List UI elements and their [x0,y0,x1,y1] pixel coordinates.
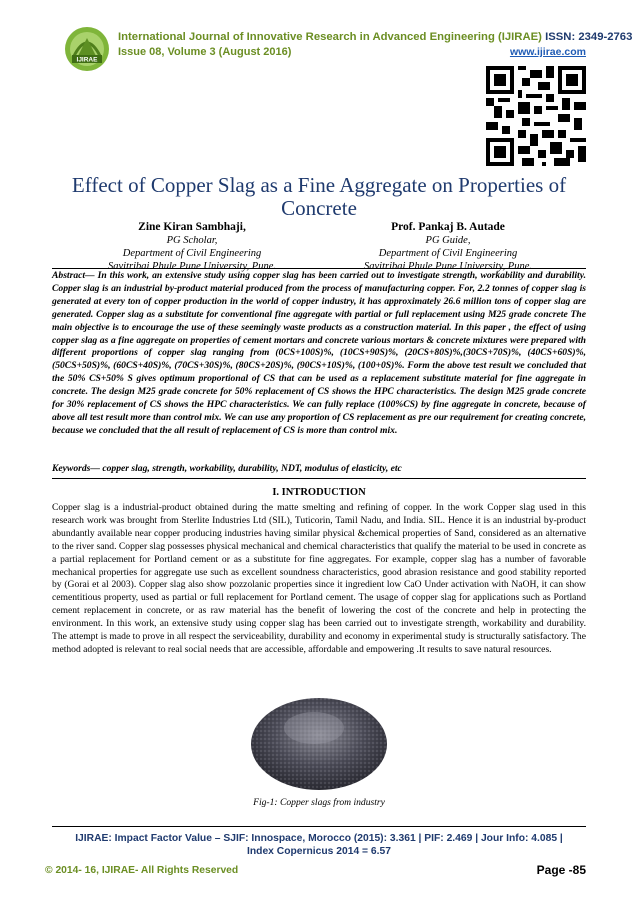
paper-title: Effect of Copper Slag as a Fine Aggregate on Properties of Concrete [71,173,567,220]
author-name: Zine Kiran Sambhaji, [138,221,246,233]
section-heading: I. INTRODUCTION [272,487,366,498]
author-department: Department of Civil Engineering [122,248,262,259]
divider [52,826,586,827]
author-university: Savitribai Phule Pune University, Pune. [108,261,276,272]
author-department: Department of Civil Engineering [378,248,518,259]
page-number: Page -85 [536,863,586,877]
logo-text: IJIRAE [76,56,98,64]
footer-metrics [52,832,586,858]
journal-title: International Journal of Innovative Research in Advanced Engineering (IJIRAE) [118,31,542,43]
journal-name [118,31,633,43]
author-university: Savitribai Phule Pune University, Pune. [364,261,532,272]
footer-copyright: © 2014- 16, IJIRAE- All Rights Reserved [45,865,239,876]
journal-logo [64,26,110,72]
figure-caption: Fig-1: Copper slags from industry [253,797,385,808]
author-block-1 [62,221,322,273]
author-block-2 [318,221,578,273]
divider [52,268,586,269]
copper-slag-photo [248,686,390,796]
keywords: Keywords— copper slag, strength, workability, durability, NDT, modulus of elasticity, etc [52,463,402,474]
divider [52,478,586,479]
author-name: Prof. Pankaj B. Autade [391,221,505,233]
author-role: PG Guide, [425,235,471,246]
qr-code [486,66,586,166]
abstract: Abstract— In this work, an extensive study using copper slag has been carried out to investigate strength, workability and durability. Copper slag is an industrial by-product material produced from the process of manufacturing copper. For, 2.2 tonnes of copper slag is generated at every ton of copper production in the world of copper industry, it has approximately 26.6 million tons of copper slag are generated. Copper slag as a substitute for conventional fine aggregate with partial or full replacement using M25 grade concrete The main objective is to encourage the use of these seemingly waste products as a construction material. In this paper , the effect of using copper slag as a fine aggregate on properties of cement mortars and concrete various mortars & concrete mixtures were prepared with different proportions of copper slag ranging from (0CS+100S)%, (10CS+90S)%, (20CS+80S)%,(30CS+70S)%, (40CS+60S)%, (50CS+50S)%, (60CS+40S)%, (70CS+30S)%, (80CS+20S)%, (90CS+10S)%, (100+0S)%. Form the above test result we concluded that the 50% CS+50% S gives optimum proportional of CS that can be used as a replacement substitute material for fine aggregate in concrete. The design M25 grade concrete for 50% replacement of CS shows the HPC characteristics. The design M25 grade concrete for 30% replacement of CS shows the HPC characteristics. We can fully replace (100%CS) by fine aggregate in concrete, because of above all test result more than control mix. We can use any proportion of CS replacement as pre our requirement for creating concrete, because we concluded that the all result of replacement of CS is more than control mix. [52,270,586,436]
author-role: PG Scholar, [166,235,218,246]
body-text: Copper slag is a industrial-product obtained during the matte smelting and refining of copper. In the work Copper slag used in this research work was brought from Sterlite Industries Ltd (SIL), Tuticorin, Tamil Nadu, and India. SIL. Hence it is an industrial by-product abundantly available near copper producing industries having similar physical &chemical properties of Sand, considered as an alternative to the river sand. Copper slag possesses physical mechanical and chemical characteristics that qualify the material to be used in concrete as a partial replacement for Portland cement or as a substitute for fine aggregates. For example, copper slag has a number of favorable mechanical properties for aggregate use such as excellent soundness characteristics, good abrasion resistance and good stability reported by (Gorai et al 2003). Copper slag also show pozzolanic properties since it ingredient low CaO Under activation with NaOH, it can show cementitious property, used as partial or full replacement for Portland cement. The usage of copper slag for applications such as Portland cement replacement in concrete, or as raw material has the benefit of lowering the cost of the concrete and help in protecting the environment. In this work, an extensive study using copper slag has been carried out to investigate strength, workability and durability. The attempt is made to prove in all respect the serviceability, durability and economy in experimental study is structurally satisfactory. The method adopted is relevant to real social needs that are accessible, affordable and empowering .It results to save natural resources. [52,502,586,655]
journal-website-link[interactable]: www.ijirae.com [509,46,586,58]
footer-impact-factors: IJIRAE: Impact Factor Value – SJIF: Innospace, Morocco (2015): 3.361 | PIF: 2.469 | Jour Info: 4.085 | [75,833,563,844]
journal-issue: Issue 08, Volume 3 (August 2016) [118,46,292,58]
footer-index-copernicus: Index Copernicus 2014 = 6.57 [247,846,391,857]
journal-issn: ISSN: 2349-2763 [545,31,633,43]
